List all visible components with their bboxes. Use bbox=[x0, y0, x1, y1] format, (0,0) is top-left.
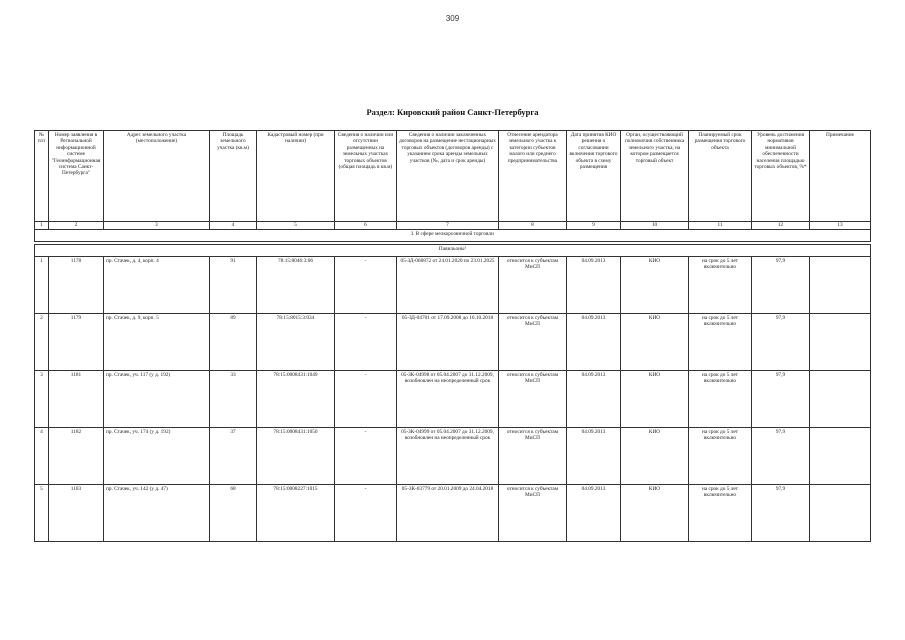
page-number: 309 bbox=[445, 14, 460, 23]
level-cell: 97,9 bbox=[752, 428, 810, 485]
term-cell: на срок до 5 лет включительно bbox=[689, 485, 752, 542]
column-header: Планируемый срок размещения торгового объекта bbox=[689, 131, 752, 222]
sme-cell: относится к субъектам МиСП bbox=[499, 371, 567, 428]
application-number: 1183 bbox=[49, 485, 104, 542]
term-cell: на срок до 5 лет включительно bbox=[689, 314, 752, 371]
sme-cell: относится к субъектам МиСП bbox=[499, 314, 567, 371]
row-number: 3 bbox=[35, 371, 49, 428]
area-cell: 68 bbox=[210, 485, 257, 542]
column-number-row bbox=[35, 222, 871, 230]
sme-cell: относится к субъектам МиСП bbox=[499, 428, 567, 485]
sme-cell: относится к субъектам МиСП bbox=[499, 257, 567, 314]
subgroup-label: Павильоны¹ bbox=[35, 245, 871, 257]
column-number: 2 bbox=[49, 222, 104, 230]
table-row bbox=[35, 485, 871, 542]
column-header: № п/п bbox=[35, 131, 49, 222]
objects-cell: - bbox=[335, 485, 397, 542]
column-header: Орган, осуществляющий полномочия собственника земельного участка, на котором размещается торговый объект bbox=[621, 131, 689, 222]
column-header: Площадь земельного участка (кв.м) bbox=[210, 131, 257, 222]
note-cell bbox=[810, 314, 871, 371]
row-number: 2 bbox=[35, 314, 49, 371]
cadastral-cell: 78:15:8046:3:06 bbox=[257, 257, 335, 314]
term-cell: на срок до 5 лет включительно bbox=[689, 428, 752, 485]
column-header: Примечание bbox=[810, 131, 871, 222]
approval-date-cell: 04.09.2013 bbox=[567, 314, 621, 371]
column-header: Уровень достижения нормативов минимальной обеспеченности населения площадью торговых объектов, %* bbox=[752, 131, 810, 222]
row-number: 1 bbox=[35, 257, 49, 314]
sphere-row bbox=[35, 230, 871, 242]
column-header: Сведения о наличии или отсутствии размещенных на земельных участках торговых объектов (общая площадь в кв.м) bbox=[335, 131, 397, 222]
approval-date-cell: 04.09.2013 bbox=[567, 428, 621, 485]
authority-cell: КИО bbox=[621, 314, 689, 371]
address-cell: пр. Стачек, д. 9, корп. 5 bbox=[104, 314, 210, 371]
lease-cell: 05-ЗД-04701 от 17.09.2008 до 16.10.2018 bbox=[397, 314, 499, 371]
row-number: 5 bbox=[35, 485, 49, 542]
objects-cell: - bbox=[335, 371, 397, 428]
lease-cell: 05-ЗК-04998 от 05.04.2007 до 31.12.2009, возобновлен на неопределенный срок bbox=[397, 371, 499, 428]
area-cell: 89 bbox=[210, 314, 257, 371]
subgroup-row bbox=[35, 245, 871, 257]
column-number: 5 bbox=[257, 222, 335, 230]
header-row bbox=[35, 131, 871, 222]
table-row bbox=[35, 314, 871, 371]
note-cell bbox=[810, 257, 871, 314]
table-row bbox=[35, 371, 871, 428]
authority-cell: КИО bbox=[621, 371, 689, 428]
term-cell: на срок до 5 лет включительно bbox=[689, 371, 752, 428]
column-number: 1 bbox=[35, 222, 49, 230]
area-cell: 33 bbox=[210, 371, 257, 428]
cadastral-cell: 78:15:8015:3:034 bbox=[257, 314, 335, 371]
address-cell: пр. Стачек, уч. 174 (у д. 192) bbox=[104, 428, 210, 485]
application-number: 1178 bbox=[49, 257, 104, 314]
application-number: 1179 bbox=[49, 314, 104, 371]
sme-cell: относится к субъектам МиСП bbox=[499, 485, 567, 542]
authority-cell: КИО bbox=[621, 428, 689, 485]
note-cell bbox=[810, 371, 871, 428]
application-number: 1182 bbox=[49, 428, 104, 485]
table-row bbox=[35, 257, 871, 314]
address-cell: пр. Стачек, уч. 117 (у д. 192) bbox=[104, 371, 210, 428]
row-number: 4 bbox=[35, 428, 49, 485]
objects-cell: - bbox=[335, 428, 397, 485]
column-header: Дата принятия КИО решения о согласовании включения торгового объекта в схему размещения bbox=[567, 131, 621, 222]
level-cell: 97,9 bbox=[752, 314, 810, 371]
level-cell: 97,9 bbox=[752, 485, 810, 542]
column-header: Кадастровый номер (при наличии) bbox=[257, 131, 335, 222]
section-title: Раздел: Кировский район Санкт-Петербурга bbox=[366, 107, 539, 117]
lease-cell: 05-ЗД-068872 от 24.01.2020 по 23.01.2025 bbox=[397, 257, 499, 314]
cadastral-cell: 78:15:0008431:1049 bbox=[257, 371, 335, 428]
register-table bbox=[34, 130, 871, 542]
column-number: 10 bbox=[621, 222, 689, 230]
note-cell bbox=[810, 428, 871, 485]
column-header: Отнесение арендатора земельного участка к категории субъектов малого или среднего предпринимательства bbox=[499, 131, 567, 222]
authority-cell: КИО bbox=[621, 257, 689, 314]
column-number: 3 bbox=[104, 222, 210, 230]
approval-date-cell: 04.09.2013 bbox=[567, 371, 621, 428]
sphere-label: I. В сфере мелкорозничной торговли bbox=[35, 230, 871, 242]
column-number: 4 bbox=[210, 222, 257, 230]
cadastral-cell: 78:15:0008227:1015 bbox=[257, 485, 335, 542]
authority-cell: КИО bbox=[621, 485, 689, 542]
column-header: Адрес земельного участка (местоположение) bbox=[104, 131, 210, 222]
area-cell: 37 bbox=[210, 428, 257, 485]
objects-cell: - bbox=[335, 257, 397, 314]
objects-cell: - bbox=[335, 314, 397, 371]
application-number: 1181 bbox=[49, 371, 104, 428]
column-number: 11 bbox=[689, 222, 752, 230]
level-cell: 97,9 bbox=[752, 257, 810, 314]
column-number: 7 bbox=[397, 222, 499, 230]
level-cell: 97,9 bbox=[752, 371, 810, 428]
address-cell: пр. Стачек, уч. 142 (у д. 47) bbox=[104, 485, 210, 542]
column-number: 9 bbox=[567, 222, 621, 230]
lease-cell: 05-ЗК-03779 от 20.01.2009 до 24.04.2018 bbox=[397, 485, 499, 542]
address-cell: пр. Стачек, д. 4, корп. 4 bbox=[104, 257, 210, 314]
approval-date-cell: 04.09.2013 bbox=[567, 257, 621, 314]
column-header: Номер заявления в Региональной информационной системе "Геоинформационная система Санкт-Петербурга" bbox=[49, 131, 104, 222]
note-cell bbox=[810, 485, 871, 542]
column-number: 6 bbox=[335, 222, 397, 230]
area-cell: 91 bbox=[210, 257, 257, 314]
approval-date-cell: 04.09.2013 bbox=[567, 485, 621, 542]
lease-cell: 05-ЗК-04999 от 05.04.2007 до 31.12.2009, возобновлен на неопределенный срок bbox=[397, 428, 499, 485]
column-number: 12 bbox=[752, 222, 810, 230]
column-number: 13 bbox=[810, 222, 871, 230]
term-cell: на срок до 5 лет включительно bbox=[689, 257, 752, 314]
table-row bbox=[35, 428, 871, 485]
column-number: 8 bbox=[499, 222, 567, 230]
column-header: Сведения о наличии заключенных договоров на размещение нестационарных торговых объектов (договоров аренды) с указанием срока аренды земельных участков (№, дата и срок аренды) bbox=[397, 131, 499, 222]
cadastral-cell: 78:15:0008431:1050 bbox=[257, 428, 335, 485]
